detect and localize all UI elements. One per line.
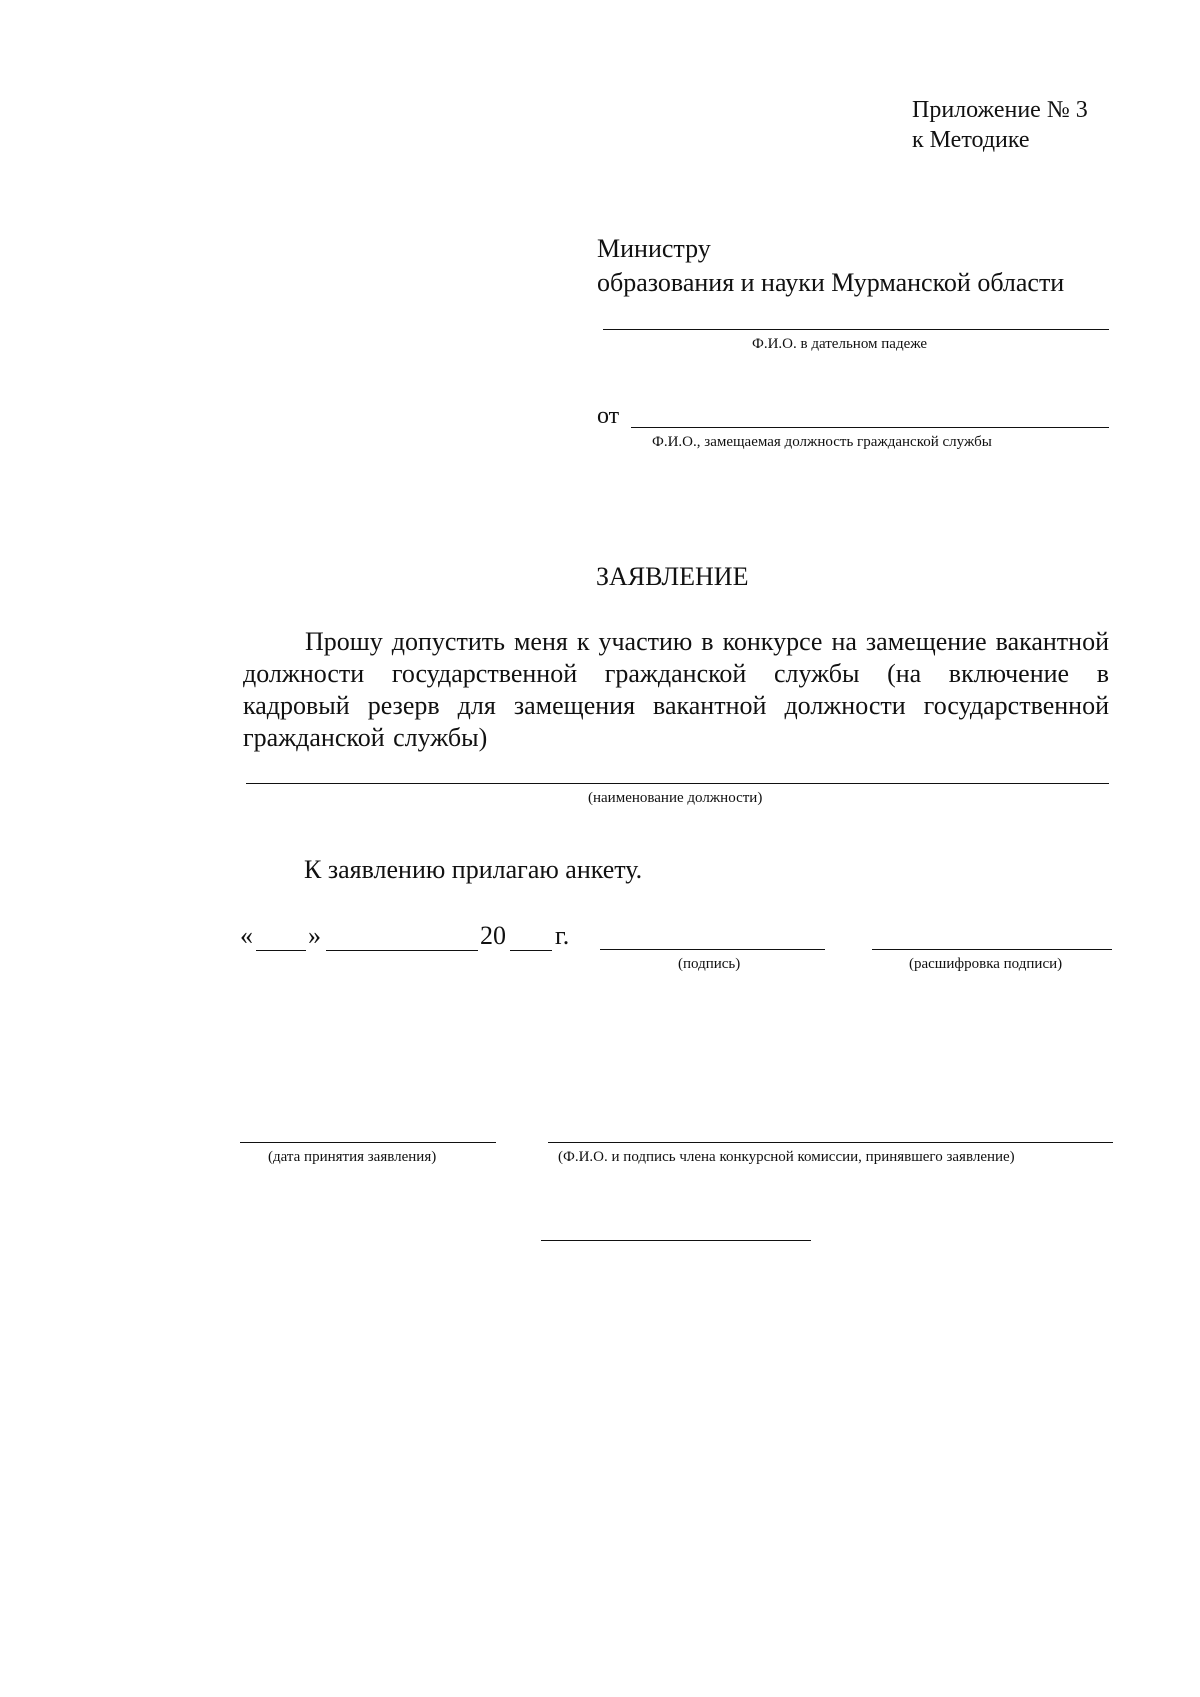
request-paragraph: Прошу допустить меня к участию в конкурсе на замещение вакантной должности государственной гражданской службы (на включение в кадровый резерв для замещения вакантной должности государственной гражданской службы)	[243, 627, 1109, 752]
addressee-title: Министру	[597, 234, 711, 263]
addressee-name-line	[603, 329, 1109, 330]
date-day-line	[256, 950, 306, 951]
sender-line	[631, 427, 1109, 428]
signature-decoding-caption: (расшифровка подписи)	[909, 956, 1063, 972]
appendix-number: Приложение № 3	[912, 97, 1088, 123]
document-title: ЗАЯВЛЕНИЕ	[596, 562, 749, 591]
date-month-line	[326, 950, 478, 951]
date-close-quote: »	[308, 921, 321, 950]
date-year-line	[510, 950, 552, 951]
reception-date-line	[240, 1142, 496, 1143]
signature-line	[600, 949, 825, 950]
commission-member-line	[548, 1142, 1113, 1143]
closing-separator	[541, 1240, 811, 1241]
attachment-sentence: К заявлению прилагаю анкету.	[304, 855, 643, 884]
commission-member-caption: (Ф.И.О. и подпись члена конкурсной комиссии, принявшего заявление)	[558, 1149, 1015, 1165]
date-year-suffix: г.	[555, 921, 570, 950]
reception-date-caption: (дата принятия заявления)	[268, 1149, 437, 1165]
date-century: 20	[480, 921, 506, 950]
appendix-reference: к Методике	[912, 127, 1030, 153]
position-caption: (наименование должности)	[588, 790, 763, 806]
position-line	[246, 783, 1109, 784]
addressee-name-caption: Ф.И.О. в дательном падеже	[752, 336, 928, 352]
signature-decoding-line	[872, 949, 1112, 950]
sender-from-label: от	[597, 403, 620, 429]
addressee-organization: образования и науки Мурманской области	[597, 268, 1065, 297]
sender-caption: Ф.И.О., замещаемая должность гражданской службы	[652, 434, 992, 450]
signature-caption: (подпись)	[678, 956, 741, 972]
date-open-quote: «	[240, 921, 253, 950]
